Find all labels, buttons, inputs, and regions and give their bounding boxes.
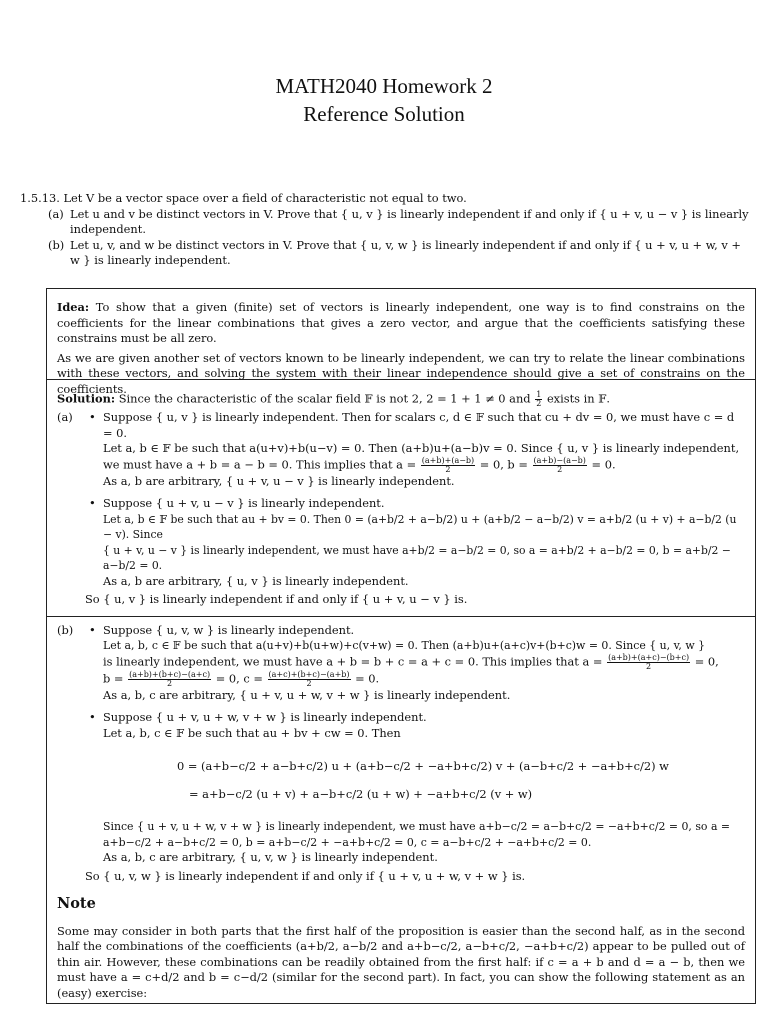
frac-num: (a+b)+(b+c)−(a+c) xyxy=(129,669,211,679)
problem-part-a xyxy=(48,207,750,238)
frac-den: 2 xyxy=(536,399,542,408)
frac-den: 2 xyxy=(167,678,173,688)
a1-line-3 xyxy=(103,457,745,474)
b1-fraction-c xyxy=(268,671,351,688)
frac-num: (a+b)−(a−b) xyxy=(533,455,586,465)
idea-paragraph-2: As we are given another set of vectors known to be linearly independent, we can try to relate the linear combinations with these vectors, and solving the system with their linear independence should give a set of constrains on the coefficients. xyxy=(57,350,745,396)
bullet-icon: • xyxy=(89,710,96,724)
b2-line-4: a+b−c/2 + a−b+c/2 = 0, b = a+b−c/2 + −a+b+c/2 = 0, c = a−b+c/2 + −a+b+c/2 = 0. xyxy=(103,835,592,849)
solution-intro xyxy=(57,391,745,408)
b2-line-2: Let a, b, c ∈ 𝔽 be such that au + bv + cw = 0. Then xyxy=(103,725,401,740)
b1-line-3-end: = 0, xyxy=(694,654,719,668)
display-equation-2: = a+b−c/2 (u + v) + a−b+c/2 (u + w) + −a+b+c/2 (v + w) xyxy=(189,787,533,801)
frac-den: 2 xyxy=(557,464,563,474)
solution-box xyxy=(46,288,756,1004)
problem-intro: Let V be a vector space over a field of characteristic not equal to two. xyxy=(63,191,467,205)
case-b-conclusion: So { u, v, w } is linearly independent if and only if { u + v, u + w, v + w } is. xyxy=(85,868,526,883)
b1-l4c: = 0. xyxy=(355,671,380,685)
a2-line-1: Suppose { u + v, u − v } is linearly independent. xyxy=(103,496,385,510)
b2-line-5: As a, b, c are arbitrary, { u, v, w } is linearly independent. xyxy=(103,850,438,864)
b1-line-3 xyxy=(103,654,745,671)
b1-fraction-a xyxy=(607,654,690,671)
solution-section xyxy=(47,380,755,1001)
b1-fraction-b xyxy=(128,671,211,688)
b2-line-3: Since { u + v, u + w, v + w } is linearly independent, we must have a+b−c/2 = a−b+c/2 = −a+b+c/2 = 0, so a = xyxy=(103,820,731,833)
frac-den: 2 xyxy=(306,678,312,688)
b1-line-5: As a, b, c are arbitrary, { u + v, u + w, v + w } is linearly independent. xyxy=(103,687,511,702)
b1-line-3-text: is linearly independent, we must have a + b = b + c = a + c = 0. This implies that a = xyxy=(103,654,603,668)
b1-line-2: Let a, b, c ∈ 𝔽 be such that a(u+v)+b(u+w)+c(v+w) = 0. Then (a+b)u+(a+c)v+(b+c)w = 0. Since { u, v, w } xyxy=(103,639,706,652)
document-title xyxy=(0,72,768,128)
frac-den: 2 xyxy=(445,464,451,474)
case-a-label: (a) xyxy=(57,410,73,424)
b1-line-1: Suppose { u, v, w } is linearly independent. xyxy=(103,622,355,637)
bullet-icon: • xyxy=(89,622,96,637)
title-line-2: Reference Solution xyxy=(303,102,465,126)
case-a-bullet-2 xyxy=(89,496,745,589)
a1-end: = 0. xyxy=(591,457,616,471)
idea-section xyxy=(47,289,755,396)
idea-text-1: To show that a given (finite) set of vectors is linearly independent, one way is to find constrains on the coefficients for the linear combinations that gives a zero vector, and argue that the coefficients satisfying these constrains must be all zero. xyxy=(57,300,745,345)
problem-part-b xyxy=(48,238,750,269)
a1-line-3-text: we must have a + b = a − b = 0. This implies that a = xyxy=(103,457,417,471)
a2-line-4: As a, b are arbitrary, { u, v } is linearly independent. xyxy=(103,573,409,588)
b1-l4b: = 0, c = xyxy=(215,671,263,685)
part-b-text: Let u, v, and w be distinct vectors in V. Prove that { u, v, w } is linearly independent if and only if { u + v, u + w, v + w } is linearly independent. xyxy=(70,237,741,267)
a1-mid: = 0, b = xyxy=(479,457,528,471)
frac-num: 1 xyxy=(536,390,542,399)
divider xyxy=(47,616,755,617)
a1-fraction-a xyxy=(421,457,475,474)
solution-intro-tail: exists in 𝔽. xyxy=(546,391,610,406)
case-a xyxy=(57,410,745,589)
a2-line-2: Let a, b ∈ 𝔽 be such that au + bv = 0. Then 0 = (a+b/2 + a−b/2) u + (a+b/2 − a−b/2) v = a+b/2 (u + v) + a−b/2 (u − v). Since xyxy=(103,512,737,541)
frac-den: 2 xyxy=(646,661,652,671)
frac-num: (a+b)+(a−b) xyxy=(421,455,475,465)
fraction-one-half xyxy=(535,391,542,408)
note-text: Some may consider in both parts that the first half of the proposition is easier than the second half, as in the second half the combinations of the coefficients (a+b/2, a−b/2 and a+b−c/2, a−b+c/2, −a+b+c/2) appear to be pulled out of thin air. However, these combinations can be readily obtained from the first half: if c = a + b and d = a − b, then we must have a = c+d/2 and b = c−d/2 (similar for the second part). In fact, you can show the following statement as an (easy) exercise: xyxy=(57,923,745,1000)
case-b-label: (b) xyxy=(57,622,74,637)
note-heading: Note xyxy=(57,895,96,912)
a1-line-4: As a, b are arbitrary, { u + v, u − v } is linearly independent. xyxy=(103,473,455,488)
idea-heading: Idea: xyxy=(57,300,90,314)
solution-heading: Solution: xyxy=(57,391,116,406)
a1-line-1: Suppose { u, v } is linearly independent. Then for scalars c, d ∈ 𝔽 such that cu + dv = 0, we must have c = d = 0. xyxy=(103,410,735,440)
idea-paragraph-1 xyxy=(57,300,745,347)
part-a-text: Let u and v be distinct vectors in V. Prove that { u, v } is linearly independent if and only if { u + v, u − v } is linearly independent. xyxy=(70,206,749,236)
title-line-1: MATH2040 Homework 2 xyxy=(275,74,493,98)
case-a-conclusion: So { u, v } is linearly independent if and only if { u + v, u − v } is. xyxy=(85,592,468,606)
a2-line-3: { u + v, u − v } is linearly independent, we must have a+b/2 = a−b/2 = 0, so a = a+b/2 + a−b/2 = 0, b = a+b/2 − a−b/2 = 0. xyxy=(103,543,731,572)
a1-line-2: Let a, b ∈ 𝔽 be such that a(u+v)+b(u−v) = 0. Then (a+b)u+(a−b)v = 0. Since { u, v } is linearly independent, xyxy=(103,441,740,455)
case-b xyxy=(57,623,745,866)
display-equation-1: 0 = (a+b−c/2 + a−b+c/2) u + (a+b−c/2 + −a+b+c/2) v + (a−b+c/2 + −a+b+c/2) w xyxy=(177,759,669,773)
b1-l4a: b = xyxy=(103,671,124,685)
problem-number: 1.5.13. xyxy=(20,191,60,205)
b1-line-4 xyxy=(103,671,745,688)
solution-intro-text: Since the characteristic of the scalar field 𝔽 is not 2, 2 = 1 + 1 ≠ 0 and xyxy=(118,391,531,406)
part-b-label: (b) xyxy=(48,237,65,252)
frac-num: (a+c)+(b+c)−(a+b) xyxy=(268,669,350,679)
case-a-bullet-1 xyxy=(89,410,745,489)
case-b-bullet-1 xyxy=(89,623,745,704)
problem-statement xyxy=(20,191,750,269)
case-b-bullet-2 xyxy=(89,710,745,866)
b2-line-1: Suppose { u + v, u + w, v + w } is linearly independent. xyxy=(103,710,427,724)
frac-num: (a+b)+(a+c)−(b+c) xyxy=(608,652,690,662)
bullet-icon: • xyxy=(89,410,96,424)
bullet-icon: • xyxy=(89,496,96,510)
a1-fraction-b xyxy=(533,457,587,474)
part-a-label: (a) xyxy=(48,206,64,221)
